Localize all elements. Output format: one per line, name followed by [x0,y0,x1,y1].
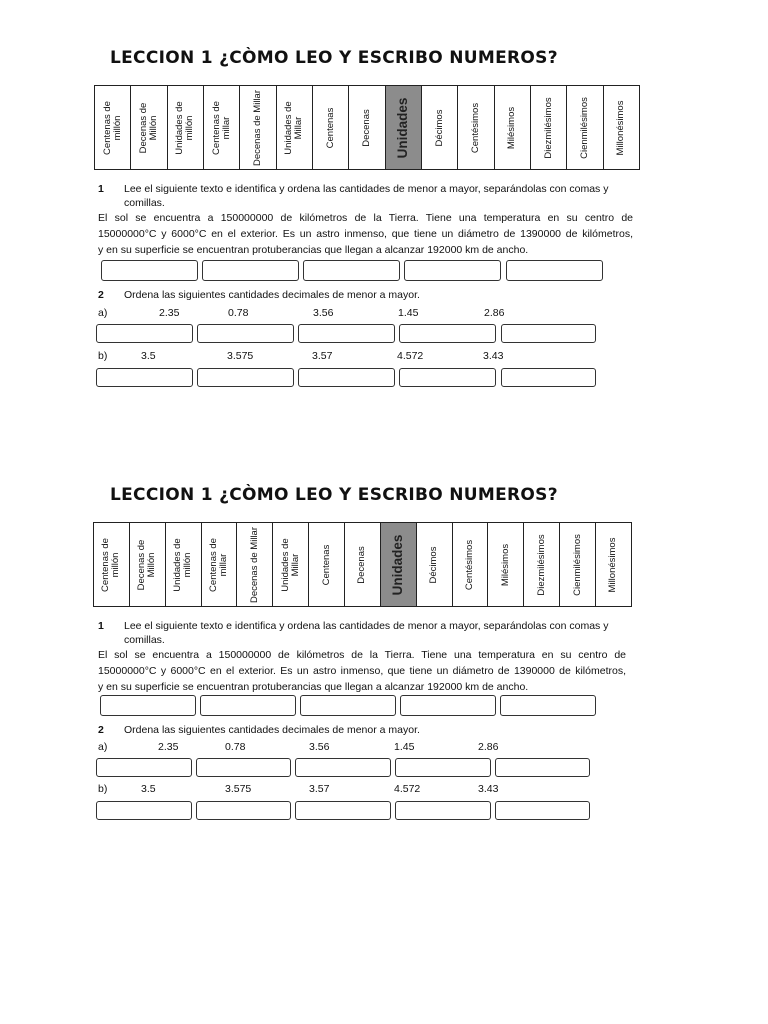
answer-box[interactable] [303,260,400,281]
decimal-value: 1.45 [394,741,415,753]
answer-box[interactable] [506,260,603,281]
answer-box[interactable] [404,260,501,281]
question-instruction: Lee el siguiente texto e identifica y ordena las cantidades de menor a mayor, separándolas con comas y [124,183,609,195]
place-value-column-highlighted [386,86,422,169]
column-label: Centenas de millón [101,100,123,155]
answer-box[interactable] [100,695,196,716]
column-label: Décimos [428,546,440,583]
decimal-value: 0.78 [225,741,246,753]
column-label: Decenas de Millón [137,102,159,153]
column-label: Cienmilésimos [578,96,590,159]
column-label: Unidades de millón [172,537,194,592]
column-label: Milésimos [506,106,518,149]
place-value-column [417,523,453,606]
place-value-column [94,523,130,606]
place-value-column [453,523,489,606]
place-value-column [531,86,567,169]
answer-box[interactable] [495,758,590,777]
question-number: 2 [98,289,104,301]
column-label: Centenas de millón [100,537,122,592]
place-value-column [345,523,381,606]
column-label: Centenas [324,107,336,148]
column-label: Decenas de Millar [248,526,260,603]
column-label: Centenas de millar [208,537,229,592]
row-label: a) [98,307,108,319]
answer-box[interactable] [200,695,296,716]
place-value-table [93,522,632,607]
decimal-value: 3.57 [312,350,333,362]
column-label: Centésimos [469,102,481,153]
column-label: Unidades de Millar [283,100,305,155]
place-value-column [277,86,313,169]
place-value-column [240,86,276,169]
answer-box[interactable] [295,758,391,777]
question-instruction-cont: comillas. [124,634,165,646]
answer-box[interactable] [500,695,596,716]
question-number: 1 [98,183,104,195]
answer-box[interactable] [96,368,193,387]
place-value-column [567,86,603,169]
column-label: Centenas de millar [210,100,232,155]
decimal-value: 3.43 [483,350,504,362]
place-value-column [313,86,349,169]
decimal-value: 3.5 [141,350,156,362]
decimal-value: 3.5 [141,783,156,795]
decimal-value: 0.78 [228,307,249,319]
page-title: LECCION 1 ¿CÒMO LEO Y ESCRIBO NUMEROS? [110,48,558,68]
place-value-column [488,523,524,606]
column-label: Decenas [360,108,372,147]
place-value-column [95,86,131,169]
answer-box[interactable] [495,801,590,820]
column-label: Milésimos [499,543,511,586]
answer-box[interactable] [196,758,291,777]
question-number: 1 [98,620,104,632]
answer-box[interactable] [101,260,198,281]
place-value-column [349,86,385,169]
answer-box[interactable] [395,758,491,777]
place-value-column [524,523,560,606]
paragraph-line: 15000000°C y 6000°C en el exterior. Es un astro inmenso, que tiene un diámetro de 1390000 de kilómetros, [98,228,633,240]
answer-box[interactable] [300,695,396,716]
column-label: Cienmilésimos [571,533,583,596]
decimal-value: 3.56 [313,307,334,319]
column-label: Unidades [390,534,406,595]
column-label: Centésimos [464,539,476,590]
question-number: 2 [98,724,104,736]
column-label: Decenas de Millón [136,539,158,590]
question-instruction: Lee el siguiente texto e identifica y ordena las cantidades de menor a mayor, separándolas con comas y [124,620,609,632]
answer-box[interactable] [501,368,596,387]
column-label: Unidades de Millar [279,537,301,592]
column-label: Millonésimos [607,537,619,592]
answer-box[interactable] [399,368,496,387]
place-value-column [273,523,309,606]
answer-box[interactable] [197,368,294,387]
column-label: Unidades [395,97,411,158]
decimal-value: 4.572 [397,350,424,362]
place-value-column [237,523,273,606]
place-value-column [202,523,238,606]
answer-box[interactable] [202,260,299,281]
answer-box[interactable] [96,758,192,777]
paragraph-line: El sol se encuentra a 150000000 de kilómetros de la Tierra. Tiene una temperatura en su centro de [98,212,633,224]
place-value-column [495,86,531,169]
paragraph-line: y en su superficie se encuentran protuberancias que llegan a alcanzar 192000 km de ancho. [98,244,529,256]
row-label: a) [98,741,108,753]
answer-box[interactable] [395,801,491,820]
answer-box[interactable] [197,324,294,343]
place-value-column [458,86,494,169]
place-value-column [166,523,202,606]
answer-box[interactable] [399,324,496,343]
decimal-value: 2.35 [159,307,180,319]
decimal-value: 3.57 [309,783,330,795]
place-value-column [130,523,166,606]
question-instruction: Ordena las siguientes cantidades decimales de menor a mayor. [124,289,420,301]
column-label: Diezmilésimos [542,96,554,159]
row-label: b) [98,350,108,362]
paragraph-line: 15000000°C y 6000°C en el exterior. Es un astro inmenso, que tiene un diámetro de 1390000 de kilómetros, [98,665,626,677]
decimal-value: 2.86 [484,307,505,319]
column-label: Décimos [433,109,445,146]
place-value-column [560,523,596,606]
reading-paragraph [98,647,626,695]
paragraph-line: y en su superficie se encuentran protuberancias que llegan a alcanzar 192000 km de ancho. [98,681,529,693]
place-value-column [604,86,639,169]
answer-box[interactable] [96,801,192,820]
paragraph-line: El sol se encuentra a 150000000 de kilómetros de la Tierra. Tiene una temperatura en su centro de [98,649,626,661]
answer-box[interactable] [298,368,395,387]
column-label: Centenas [320,544,332,585]
place-value-column [204,86,240,169]
place-value-column-highlighted [381,523,417,606]
column-label: Diezmilésimos [535,533,547,596]
decimal-value: 3.43 [478,783,499,795]
answer-box[interactable] [400,695,496,716]
decimal-value: 1.45 [398,307,419,319]
reading-paragraph [98,210,633,258]
answer-box[interactable] [196,801,291,820]
question-instruction-cont: comillas. [124,197,165,209]
place-value-column [309,523,345,606]
place-value-column [168,86,204,169]
page-title: LECCION 1 ¿CÒMO LEO Y ESCRIBO NUMEROS? [110,485,558,505]
column-label: Decenas de Millar [251,89,263,166]
answer-box[interactable] [96,324,193,343]
decimal-value: 2.35 [158,741,179,753]
decimal-value: 4.572 [394,783,421,795]
row-label: b) [98,783,108,795]
column-label: Unidades de millón [174,100,196,155]
decimal-value: 3.575 [225,783,252,795]
place-value-column [131,86,167,169]
decimal-value: 3.56 [309,741,330,753]
place-value-column [422,86,458,169]
question-instruction: Ordena las siguientes cantidades decimales de menor a mayor. [124,724,420,736]
answer-box[interactable] [501,324,596,343]
column-label: Decenas [356,545,368,584]
decimal-value: 2.86 [478,741,499,753]
answer-box[interactable] [298,324,395,343]
decimal-value: 3.575 [227,350,254,362]
place-value-column [596,523,631,606]
column-label: Millonésimos [615,100,627,155]
place-value-table [94,85,640,170]
answer-box[interactable] [295,801,391,820]
